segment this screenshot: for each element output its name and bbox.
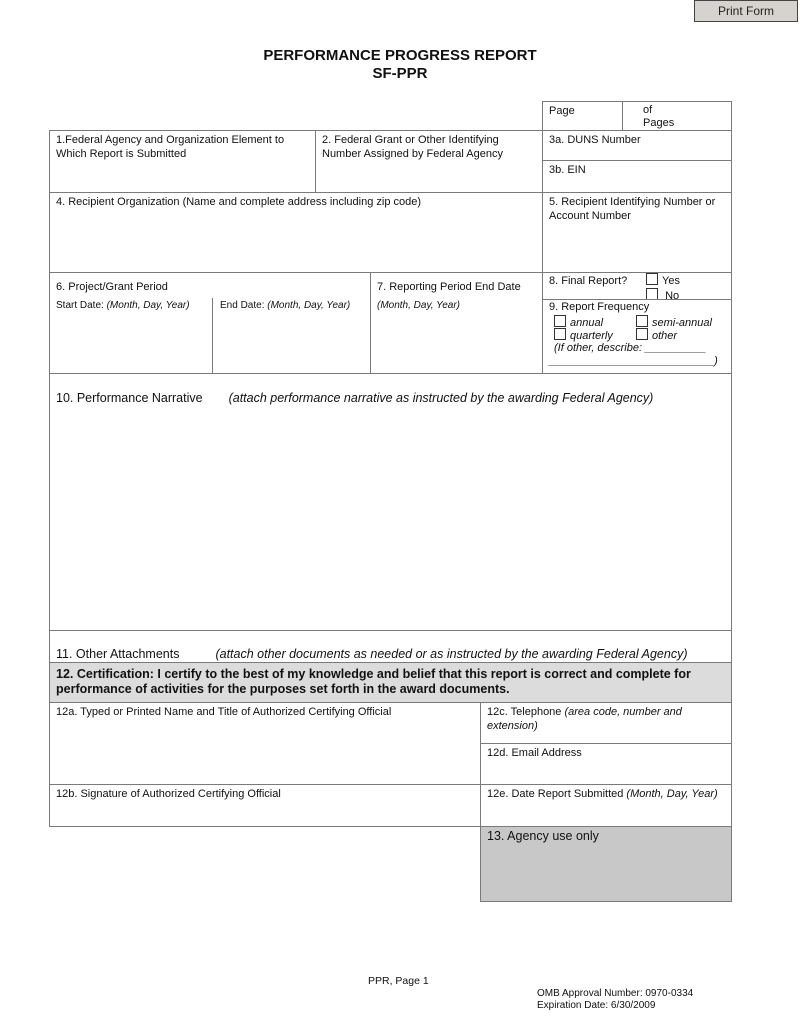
field-12e-hint: (Month, Day, Year) [626,788,718,800]
field-3b-label: 3b. EIN [549,164,586,176]
omb-info [537,988,693,1012]
start-date-hint: (Month, Day, Year) [106,300,190,311]
quarterly-checkbox[interactable] [554,328,566,340]
field-11-label: 11. Other Attachments [56,647,180,661]
field-5-label: 5. Recipient Identifying Number or Account Number [549,196,716,222]
footer-page: PPR, Page 1 [368,975,429,987]
field-10-label: 10. Performance Narrative [56,391,203,405]
pages-label: Pages [643,117,675,129]
other-label: other [652,330,678,342]
field-12-certification [49,662,732,703]
field-7-period-end[interactable] [370,272,543,374]
field-11-other-attachments[interactable] [49,630,732,663]
annual-label: annual [570,317,604,329]
certification-text: 12. Certification: I certify to the best of my knowledge and belief that this report is correct and complete for performance of activities for the purposes set forth in the award documents. [56,667,691,696]
field-12b-signature[interactable] [49,784,481,827]
field-4-label: 4. Recipient Organization (Name and complete address including zip code) [56,196,422,208]
end-date-field[interactable] [214,298,370,373]
field-12c-label: 12c. Telephone [487,706,562,718]
form-title: PERFORMANCE PROGRESS REPORT [263,47,537,64]
yes-checkbox[interactable] [646,273,658,285]
field-2-label: 2. Federal Grant or Other Identifying Number Assigned by Federal Agency [322,134,503,160]
field-7-label: 7. Reporting Period End Date [377,281,521,293]
start-date-field[interactable] [50,298,213,373]
total-pages-field[interactable] [622,101,732,131]
page-label: Page [549,105,575,117]
semi-annual-label: semi-annual [652,317,712,329]
field-1-agency[interactable] [49,130,316,193]
field-8-final-report [542,272,732,300]
field-12e-label: 12e. Date Report Submitted [487,788,624,800]
yes-label: Yes [662,275,680,287]
field-7-hint: (Month, Day, Year) [377,300,460,311]
field-6-label: 6. Project/Grant Period [56,281,168,293]
field-12a-label: 12a. Typed or Printed Name and Title of Authorized Certifying Official [56,706,392,718]
other-describe-line[interactable]: ___________________________) [549,355,718,367]
field-10-hint: (attach performance narrative as instructed by the awarding Federal Agency) [228,391,654,405]
field-4-recipient-org[interactable] [49,192,543,273]
field-1-label: 1.Federal Agency and Organization Element to Which Report is Submitted [56,134,285,160]
field-10-performance-narrative[interactable] [49,373,732,631]
field-5-recipient-id[interactable] [542,192,732,273]
field-12d-label: 12d. Email Address [487,747,582,759]
of-label: of [643,104,653,116]
no-label: No [665,290,680,302]
field-11-hint: (attach other documents as needed or as instructed by the awarding Federal Agency) [215,647,688,661]
page-number-field[interactable] [542,101,623,131]
field-13-label: 13. Agency use only [487,829,599,843]
quarterly-label: quarterly [570,330,613,342]
field-8-label: 8. Final Report? [549,275,628,287]
end-date-hint: (Month, Day, Year) [267,300,351,311]
other-checkbox[interactable] [636,328,648,340]
field-12e-date-submitted[interactable] [480,784,732,827]
field-2-grant-number[interactable] [315,130,543,193]
print-form-button[interactable]: Print Form [694,0,798,22]
annual-checkbox[interactable] [554,315,566,327]
field-12a-name-title[interactable] [49,702,481,785]
form-subtitle: SF-PPR [372,65,428,82]
start-date-label: Start Date: [56,300,104,311]
field-3a-duns[interactable] [542,130,732,161]
omb-number: OMB Approval Number: 0970-0334 [537,988,694,999]
field-12c-telephone[interactable] [480,702,732,744]
field-9-label: 9. Report Frequency [549,301,650,313]
field-12b-label: 12b. Signature of Authorized Certifying Official [56,788,281,800]
field-12c-hint: (area code, number and extension) [487,706,682,732]
field-12d-email[interactable] [480,743,732,785]
end-date-label: End Date: [220,300,265,311]
expiration-date: Expiration Date: 6/30/2009 [537,1000,656,1011]
field-9-report-frequency [542,299,732,374]
field-3b-ein[interactable] [542,160,732,193]
field-13-agency-use [480,826,732,902]
semi-annual-checkbox[interactable] [636,315,648,327]
field-3a-label: 3a. DUNS Number [549,134,641,146]
other-describe-label[interactable]: (If other, describe: __________ [554,342,707,354]
